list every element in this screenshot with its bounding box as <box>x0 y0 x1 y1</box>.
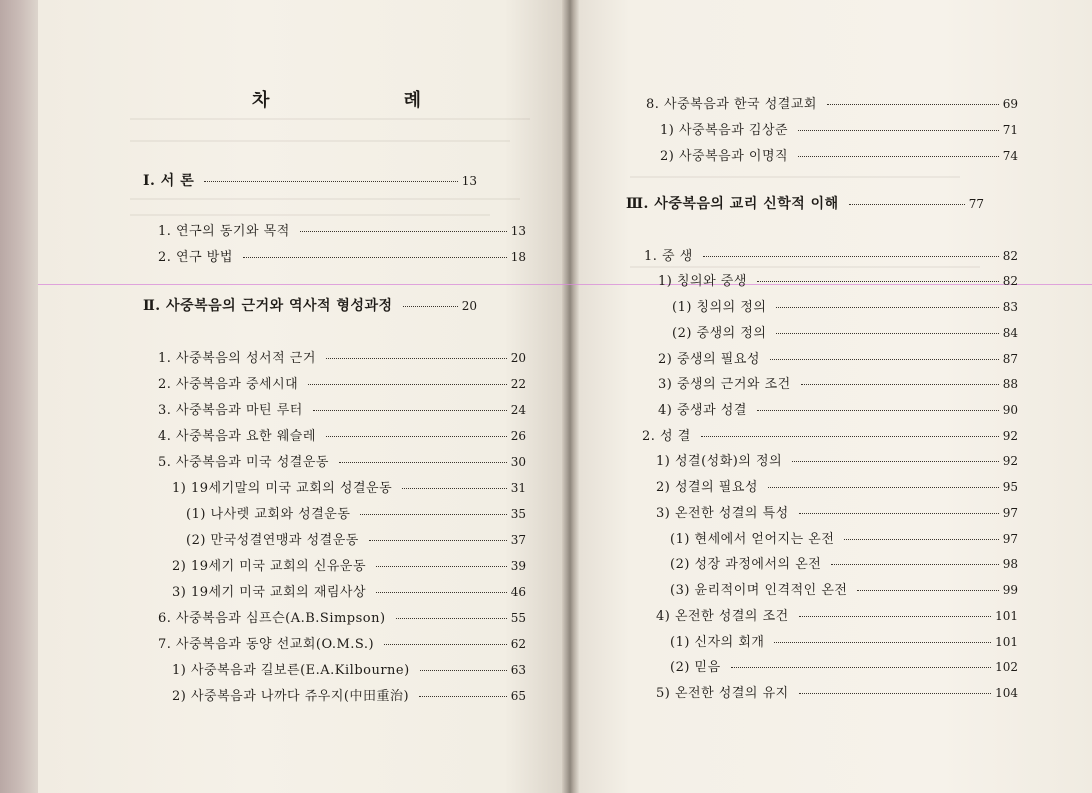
toc-page: 97 <box>1002 506 1018 520</box>
toc-page: 88 <box>1002 377 1018 391</box>
toc-label: Ⅰ. 서 론 <box>143 173 195 189</box>
toc-label: 2) 사중복음과 이명직 <box>660 149 789 164</box>
toc-page: 30 <box>510 455 526 469</box>
toc-label: (1) 칭의의 정의 <box>672 300 767 315</box>
toc-entry[interactable] <box>143 295 477 315</box>
toc-label: (2) 만국성결연맹과 성결운동 <box>186 533 359 548</box>
leader-dots <box>701 436 999 437</box>
toc-label: 2) 사중복음과 나까다 쥬우지(中田重治) <box>172 689 410 704</box>
toc-page: 20 <box>510 351 526 365</box>
toc-page: 31 <box>510 481 526 495</box>
book-gutter <box>562 0 580 793</box>
toc-label: (1) 나사렛 교회와 성결운동 <box>186 507 351 522</box>
leader-dots <box>798 130 999 131</box>
toc-page: 35 <box>510 507 526 521</box>
toc-label: 8. 사중복음과 한국 성결교회 <box>646 97 817 112</box>
bleed-through-line <box>630 176 960 178</box>
toc-page: 99 <box>1002 583 1018 597</box>
toc-page: 92 <box>1002 429 1018 443</box>
toc-label: 2. 성 결 <box>642 429 691 444</box>
toc-label: 1. 중 생 <box>644 249 693 264</box>
leader-dots <box>831 564 998 565</box>
toc-entry[interactable] <box>670 553 1018 572</box>
toc-entry[interactable] <box>158 399 526 418</box>
toc-entry[interactable] <box>646 93 1018 112</box>
toc-page: 18 <box>510 250 526 264</box>
toc-label: (2) 성장 과정에서의 온전 <box>670 557 822 572</box>
toc-entry[interactable] <box>172 581 526 600</box>
leader-dots <box>776 333 998 334</box>
leader-dots <box>396 618 507 619</box>
leader-dots <box>731 667 991 668</box>
book-edge <box>0 0 38 793</box>
bleed-through-line <box>130 118 530 120</box>
leader-dots <box>326 436 507 437</box>
leader-dots <box>844 539 998 540</box>
toc-entry[interactable] <box>656 605 1018 624</box>
toc-label: 1) 성결(성화)의 정의 <box>656 454 783 469</box>
toc-label: 1) 사중복음과 길보른(E.A.Kilbourne) <box>172 663 410 678</box>
toc-entry[interactable] <box>172 659 526 678</box>
leader-dots <box>376 566 507 567</box>
toc-page: 62 <box>510 637 526 651</box>
toc-label: 4. 사중복음과 요한 웨슬레 <box>158 429 316 444</box>
toc-page: 26 <box>510 429 526 443</box>
toc-entry[interactable] <box>656 476 1018 495</box>
toc-entry[interactable] <box>660 145 1018 164</box>
toc-entry[interactable] <box>658 270 1018 289</box>
toc-entry[interactable] <box>658 348 1018 367</box>
leader-dots <box>402 488 507 489</box>
toc-label: 4) 중생과 성결 <box>658 403 747 418</box>
toc-label: 3. 사중복음과 마틴 루터 <box>158 403 303 418</box>
leader-dots <box>770 359 999 360</box>
leader-dots <box>799 616 991 617</box>
toc-label: 2. 사중복음과 중세시대 <box>158 377 299 392</box>
toc-entry[interactable] <box>670 579 1018 598</box>
toc-entry[interactable] <box>186 503 526 522</box>
toc-page: 82 <box>1002 249 1018 263</box>
leader-dots <box>827 104 999 105</box>
toc-entry[interactable] <box>656 502 1018 521</box>
toc-label: 2) 19세기 미국 교회의 신유운동 <box>172 559 367 574</box>
toc-entry[interactable] <box>672 296 1018 315</box>
toc-entry[interactable] <box>143 170 477 190</box>
toc-entry[interactable] <box>158 347 526 366</box>
toc-label: (3) 윤리적이며 인격적인 온전 <box>670 583 848 598</box>
leader-dots <box>801 384 999 385</box>
toc-entry[interactable] <box>158 451 526 470</box>
toc-page: 98 <box>1002 557 1018 571</box>
leader-dots <box>419 696 507 697</box>
toc-label: 1. 연구의 동기와 목적 <box>158 224 290 239</box>
toc-label: 5) 온전한 성결의 유지 <box>656 686 789 701</box>
leader-dots <box>757 410 999 411</box>
toc-label: 3) 19세기 미국 교회의 재림사상 <box>172 585 367 600</box>
toc-entry[interactable] <box>660 119 1018 138</box>
toc-page: 92 <box>1002 454 1018 468</box>
leader-dots <box>326 358 507 359</box>
toc-label: 4) 온전한 성결의 조건 <box>656 609 789 624</box>
toc-label: (1) 신자의 회개 <box>670 635 765 650</box>
toc-label: (2) 중생의 정의 <box>672 326 767 341</box>
toc-page: 104 <box>995 686 1018 700</box>
leader-dots <box>776 307 998 308</box>
toc-entry[interactable] <box>626 193 984 213</box>
toc-page: 69 <box>1002 97 1018 111</box>
toc-entry[interactable] <box>172 477 526 496</box>
toc-label: 2. 연구 방법 <box>158 250 233 265</box>
toc-page: 63 <box>510 663 526 677</box>
leader-dots <box>339 462 507 463</box>
leader-dots <box>376 592 507 593</box>
toc-entry[interactable] <box>670 656 1018 675</box>
toc-entry[interactable] <box>670 528 1018 547</box>
toc-entry[interactable] <box>672 322 1018 341</box>
toc-page: 77 <box>968 197 984 211</box>
leader-dots <box>369 540 507 541</box>
leader-dots <box>360 514 506 515</box>
toc-entry[interactable] <box>186 529 526 548</box>
toc-page: 13 <box>510 224 526 238</box>
leader-dots <box>774 642 991 643</box>
leader-dots <box>799 693 991 694</box>
leader-dots <box>792 461 999 462</box>
toc-page: 82 <box>1002 274 1018 288</box>
toc-entry[interactable] <box>642 425 1018 444</box>
page-title: 차 례 <box>252 90 486 111</box>
leader-dots <box>204 181 457 182</box>
toc-entry[interactable] <box>158 220 526 239</box>
leader-dots <box>849 204 965 205</box>
toc-entry[interactable] <box>158 425 526 444</box>
toc-page: 46 <box>510 585 526 599</box>
leader-dots <box>798 156 999 157</box>
toc-page: 24 <box>510 403 526 417</box>
toc-label: 1. 사중복음의 성서적 근거 <box>158 351 316 366</box>
toc-label: Ⅲ. 사중복음의 교리 신학적 이해 <box>626 196 839 212</box>
leader-dots <box>243 257 507 258</box>
leader-dots <box>757 281 999 282</box>
toc-entry[interactable] <box>172 685 526 704</box>
toc-page: 13 <box>461 174 477 188</box>
toc-label: Ⅱ. 사중복음의 근거와 역사적 형성과정 <box>143 298 393 314</box>
toc-entry[interactable] <box>656 682 1018 701</box>
toc-page: 102 <box>995 660 1018 674</box>
toc-entry[interactable] <box>158 633 526 652</box>
toc-entry[interactable] <box>670 631 1018 650</box>
leader-dots <box>857 590 998 591</box>
leader-dots <box>403 306 458 307</box>
leader-dots <box>300 231 507 232</box>
toc-page: 97 <box>1002 532 1018 546</box>
toc-page: 65 <box>510 689 526 703</box>
toc-label: 2) 중생의 필요성 <box>658 352 760 367</box>
toc-label: 1) 사중복음과 김상준 <box>660 123 789 138</box>
toc-page: 37 <box>510 533 526 547</box>
bleed-through-line <box>130 198 520 200</box>
toc-entry[interactable] <box>158 246 526 265</box>
toc-page: 39 <box>510 559 526 573</box>
toc-page: 74 <box>1002 149 1018 163</box>
toc-page: 20 <box>461 299 477 313</box>
toc-page: 101 <box>995 635 1018 649</box>
toc-entry[interactable] <box>656 450 1018 469</box>
toc-entry[interactable] <box>644 245 1018 264</box>
leader-dots <box>799 513 999 514</box>
toc-page: 55 <box>510 611 526 625</box>
leader-dots <box>420 670 507 671</box>
toc-page: 87 <box>1002 352 1018 366</box>
toc-label: (1) 현세에서 얻어지는 온전 <box>670 532 835 547</box>
toc-label: 1) 19세기말의 미국 교회의 성결운동 <box>172 481 393 496</box>
toc-entry[interactable] <box>172 555 526 574</box>
toc-label: 2) 성결의 필요성 <box>656 480 758 495</box>
bleed-through-line <box>130 214 490 216</box>
leader-dots <box>703 256 999 257</box>
toc-label: 7. 사중복음과 동양 선교회(O.M.S.) <box>158 637 375 652</box>
bleed-through-line <box>130 140 510 142</box>
toc-page: 22 <box>510 377 526 391</box>
toc-entry[interactable] <box>158 607 526 626</box>
bleed-through-line <box>630 266 980 268</box>
leader-dots <box>384 644 507 645</box>
toc-label: 3) 온전한 성결의 특성 <box>656 506 789 521</box>
leader-dots <box>768 487 999 488</box>
toc-page: 83 <box>1002 300 1018 314</box>
toc-page: 90 <box>1002 403 1018 417</box>
toc-page: 95 <box>1002 480 1018 494</box>
toc-entry[interactable] <box>158 373 526 392</box>
toc-entry[interactable] <box>658 399 1018 418</box>
toc-page: 101 <box>995 609 1018 623</box>
toc-label: 6. 사중복음과 심프슨(A.B.Simpson) <box>158 611 386 626</box>
toc-page: 84 <box>1002 326 1018 340</box>
toc-label: (2) 믿음 <box>670 660 721 675</box>
toc-page: 71 <box>1002 123 1018 137</box>
toc-label: 1) 칭의와 중생 <box>658 274 747 289</box>
toc-label: 5. 사중복음과 미국 성결운동 <box>158 455 329 470</box>
toc-label: 3) 중생의 근거와 조건 <box>658 377 791 392</box>
toc-entry[interactable] <box>658 373 1018 392</box>
leader-dots <box>313 410 507 411</box>
leader-dots <box>308 384 507 385</box>
